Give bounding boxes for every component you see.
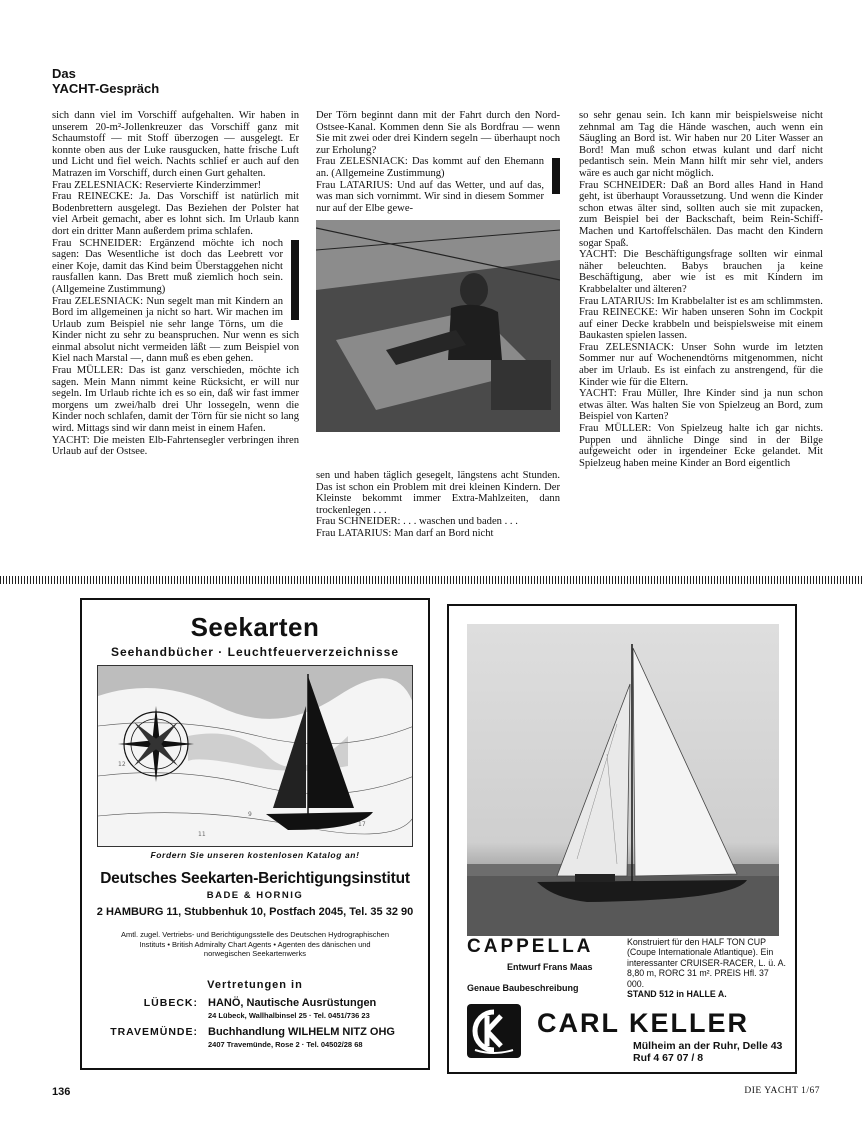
paragraph: Frau MÜLLER: Das ist ganz verschieden, möchte ich sagen. Mein Mann nimmt keine Rücksicht, er will nur segeln. Im Urlaub richte ich es so ein, daß wir fast immer morgens um zwei/halb drei Uhr lossegeln, wenn die Kinder noch schlafen, damit der Törn für sie nicht so lang wird. Mittags sind wir dann meist in einem Hafen. xyxy=(52,365,299,435)
paragraph: Frau REINECKE: Ja. Das Vorschiff ist natürlich mit Bodenbrettern ausgelegt. Das Beziehen der Polster hat viel Arbeit gemacht, aber es lohnt sich. Im Urlaub kann dort ein dritter Mann außerdem prima schlafen. xyxy=(52,191,299,237)
carl-keller-logo xyxy=(467,1004,521,1058)
paragraph: YACHT: Die Beschäftigungsfrage sollten wir einmal näher beleuchten. Babys brauchen ja keine Beschäftigung, aber wie ist es mit Kindern im Krabbelalter und älteren? xyxy=(579,249,823,295)
svg-text:17: 17 xyxy=(358,821,366,828)
article-column-2 xyxy=(316,110,560,440)
ad-subtitle: Seehandbücher · Leuchtfeuerverzeichnisse xyxy=(110,645,400,659)
institute-owners: BADE & HORNIG xyxy=(206,890,304,901)
article-column-2-continued xyxy=(316,470,560,540)
nautical-chart-drawing xyxy=(98,666,413,847)
paragraph: Frau ZELESNIACK: Nun segelt man mit Kindern an Bord im allgemeinen ja nicht so hart. Wir machen im Urlaub zum Beispiel nie sehr lange Törns, um die Kinder nicht zu sehr zu beanspruchen. Nur wenn es sich einmal absolut nicht vermeiden läßt — zum Beispiel von Kiel nach Marstal —, dann muß es eben gehen. xyxy=(52,295,299,365)
ad-title: Seekarten xyxy=(190,612,320,642)
cappella-advertisement xyxy=(447,604,797,1074)
catalog-tagline: Fordern Sie unseren kostenlosen Katalog an! xyxy=(150,850,360,860)
paragraph: Frau MÜLLER: Von Spielzeug halte ich gar nichts. Puppen und ähnliche Dinge sind in der Bilge aufgeweicht oder in irgendeiner Ecke gelandet. Mit Spielzeug haben meine Kinder an Bord eigentlich xyxy=(579,423,823,469)
representative-name: Buchhandlung WILHELM NITZ OHG xyxy=(208,1025,395,1038)
company-address: Mülheim an der Ruhr, Delle 43 xyxy=(633,1040,783,1052)
paragraph: Frau ZELESNIACK: Unser Sohn wurde im letzten Sommer nur auf Wochenendtörns mitgenommen, nicht aber im Urlaub. Es ist einfach zu anstrengend, für die Kinder wie für die Eltern. xyxy=(579,341,823,388)
description-note: Genaue Baubeschreibung xyxy=(467,983,579,993)
fine-print xyxy=(82,930,428,959)
company-phone: Ruf 4 67 07 / 8 xyxy=(633,1052,704,1064)
sailboat-photo xyxy=(467,624,779,936)
article-column-3 xyxy=(579,110,823,469)
magazine-issue: DIE YACHT 1/67 xyxy=(744,1086,820,1096)
designer: Entwurf Frans Maas xyxy=(507,962,593,972)
cockpit-photo-image xyxy=(316,220,560,432)
paragraph: Frau ZELESNIACK: Das kommt auf den Ehemann an. (Allgemeine Zustimmung) xyxy=(316,156,544,179)
page-number: 136 xyxy=(52,1086,71,1098)
paragraph: sich dann viel im Vorschiff aufgehalten. Wir haben in unserem 20-m²-Jollenkreuzer das Vorschiff ganz mit Schaumstoff — mit Stoff überzogen — ausgelegt. Er konnte oben aus der Luke rausgucken, hatte frische Luft und Licht und fiel weich. Nachts schlief er auch auf den Matrazen im Vorschiff, durch einen Gurt gehalten. xyxy=(52,110,299,179)
institute-address: 2 HAMBURG 11, Stubbenhuk 10, Postfach 2045, Tel. 35 32 90 xyxy=(96,906,414,918)
representative-address: 24 Lübeck, Wallhalbinsel 25 · Tel. 0451/736 23 xyxy=(208,1010,370,1020)
boat-stand: STAND 512 in HALLE A. xyxy=(627,989,727,1000)
boat-specs xyxy=(627,937,787,999)
paragraph: Frau REINECKE: Wir haben unseren Sohn im Cockpit auf einer Decke krabbeln und beispielsweise mit einem Baukasten spielen lassen. xyxy=(579,307,823,342)
seekarten-advertisement xyxy=(80,598,430,1070)
cockpit-photo xyxy=(316,220,560,432)
article-column-1 xyxy=(52,110,299,458)
section-header-line1: Das xyxy=(52,66,76,81)
ck-logo-icon xyxy=(467,1004,521,1058)
section-header xyxy=(52,66,159,96)
sailboat-photo-image xyxy=(467,624,779,936)
representative-name: HANÖ, Nautische Ausrüstungen xyxy=(208,996,377,1009)
paragraph: Frau SCHNEIDER: . . . waschen und baden . . . xyxy=(316,516,518,528)
svg-text:9: 9 xyxy=(248,811,252,818)
representative-city: LÜBECK: xyxy=(143,996,198,1009)
representatives-heading: Vertretungen in xyxy=(207,978,303,991)
pull-quote-bar xyxy=(552,158,560,194)
fine-print-line: Amtl. zugel. Vertriebs- und Berichtigungsstelle des Deutschen Hydrographischen xyxy=(120,930,390,939)
representative-address: 2407 Travemünde, Rose 2 · Tel. 04502/28 68 xyxy=(208,1039,363,1049)
paragraph: sen und haben täglich gesegelt, längstens acht Stunden. Das ist schon ein Problem mit drei kleinen Kindern. Der Kleinste bekommt immer Extra-Mahlzeiten, dann trockenlegen . . . xyxy=(316,470,560,516)
svg-text:11: 11 xyxy=(198,831,206,838)
representative-city: TRAVEMÜNDE: xyxy=(110,1025,198,1038)
company-name: CARL KELLER xyxy=(537,1008,750,1038)
paragraph: so sehr genau sein. Ich kann mir beispielsweise nicht zehnmal am Tag die Hände waschen, auch wenn ein Säugling an Bord ist. Wir haben nur 20 Liter Wasser an Bord! Man muß schon etwas kulant und darf nicht pedantisch sein. Mein Mann hilft mir sehr viel, anders wäre es auch gar nicht möglich. xyxy=(579,110,823,179)
paragraph: Frau SCHNEIDER: Daß an Bord alles Hand in Hand geht, ist überhaupt Voraussetzung. Und wenn die Kinder schon etwas älter sind, sollten auch sie mit zupacken, zum Beispiel bei der Backschaft, beim Rein-Schiff-Machen und Kartoffelschälen. Das macht den Kindern sogar Spaß. xyxy=(579,179,823,249)
boat-specs-text: Konstruiert für den HALF TON CUP (Coupe Internationale Atlantique). Ein interessanter CRUISER-RACER, L. ü. A. 8,80 m, RORC 31 m². PREIS Hfl. 37 000. xyxy=(627,937,786,989)
paragraph: Frau LATARIUS: Man darf an Bord nicht xyxy=(316,527,494,539)
paragraph: Frau LATARIUS: Und auf das Wetter, und auf das, was man sich vornimmt. Wir sind in diesem Sommer nur auf der Elbe gewe- xyxy=(316,179,544,214)
fine-print-line: norwegischen Seekartenwerks xyxy=(203,949,307,958)
nautical-chart-image xyxy=(97,665,413,847)
compass-rose-icon xyxy=(118,706,194,782)
paragraph: Der Törn beginnt dann mit der Fahrt durch den Nord-Ostsee-Kanal. Kommen denn Sie als Bordfrau — wenn Sie mit zwei oder drei Kindern segeln — überhaupt noch zur Erholung? xyxy=(316,110,560,156)
fine-print-line: Instituts • British Admiralty Chart Agents • Agenten des dänischen und xyxy=(139,939,371,949)
svg-text:12: 12 xyxy=(118,761,126,768)
dotted-divider xyxy=(0,576,864,584)
representative-travemuende xyxy=(96,1026,428,1049)
paragraph: YACHT: Frau Müller, Ihre Kinder sind ja nun schon etwas älter. Was halten Sie von Spielzeug an Bord, zum Beispiel von Karten? xyxy=(579,388,823,423)
paragraph: YACHT: Die meisten Elb-Fahrtensegler verbringen ihren Urlaub auf der Ostsee. xyxy=(52,434,299,458)
representative-luebeck xyxy=(96,997,428,1020)
paragraph: Frau LATARIUS: Im Krabbelalter ist es am schlimmsten. xyxy=(579,295,823,307)
company-contact xyxy=(633,1040,782,1064)
institute-name: Deutsches Seekarten-Berichtigungsinstitut xyxy=(100,870,410,887)
paragraph: Frau ZELESNIACK: Reservierte Kinderzimmer! xyxy=(52,179,262,191)
paragraph: Frau SCHNEIDER: Ergänzend möchte ich noch sagen: Das Wesentliche ist doch das Leebrett vor einer Koje, damit das Kind beim Überstaggehen nicht rausfallen kann. Das Brett muß ziemlich hoch sein. (Allgemeine Zustimmung) xyxy=(52,237,283,295)
section-header-line2: YACHT-Gespräch xyxy=(52,81,160,96)
pull-quote-bar xyxy=(291,240,299,320)
boat-name: CAPPELLA xyxy=(467,936,594,957)
